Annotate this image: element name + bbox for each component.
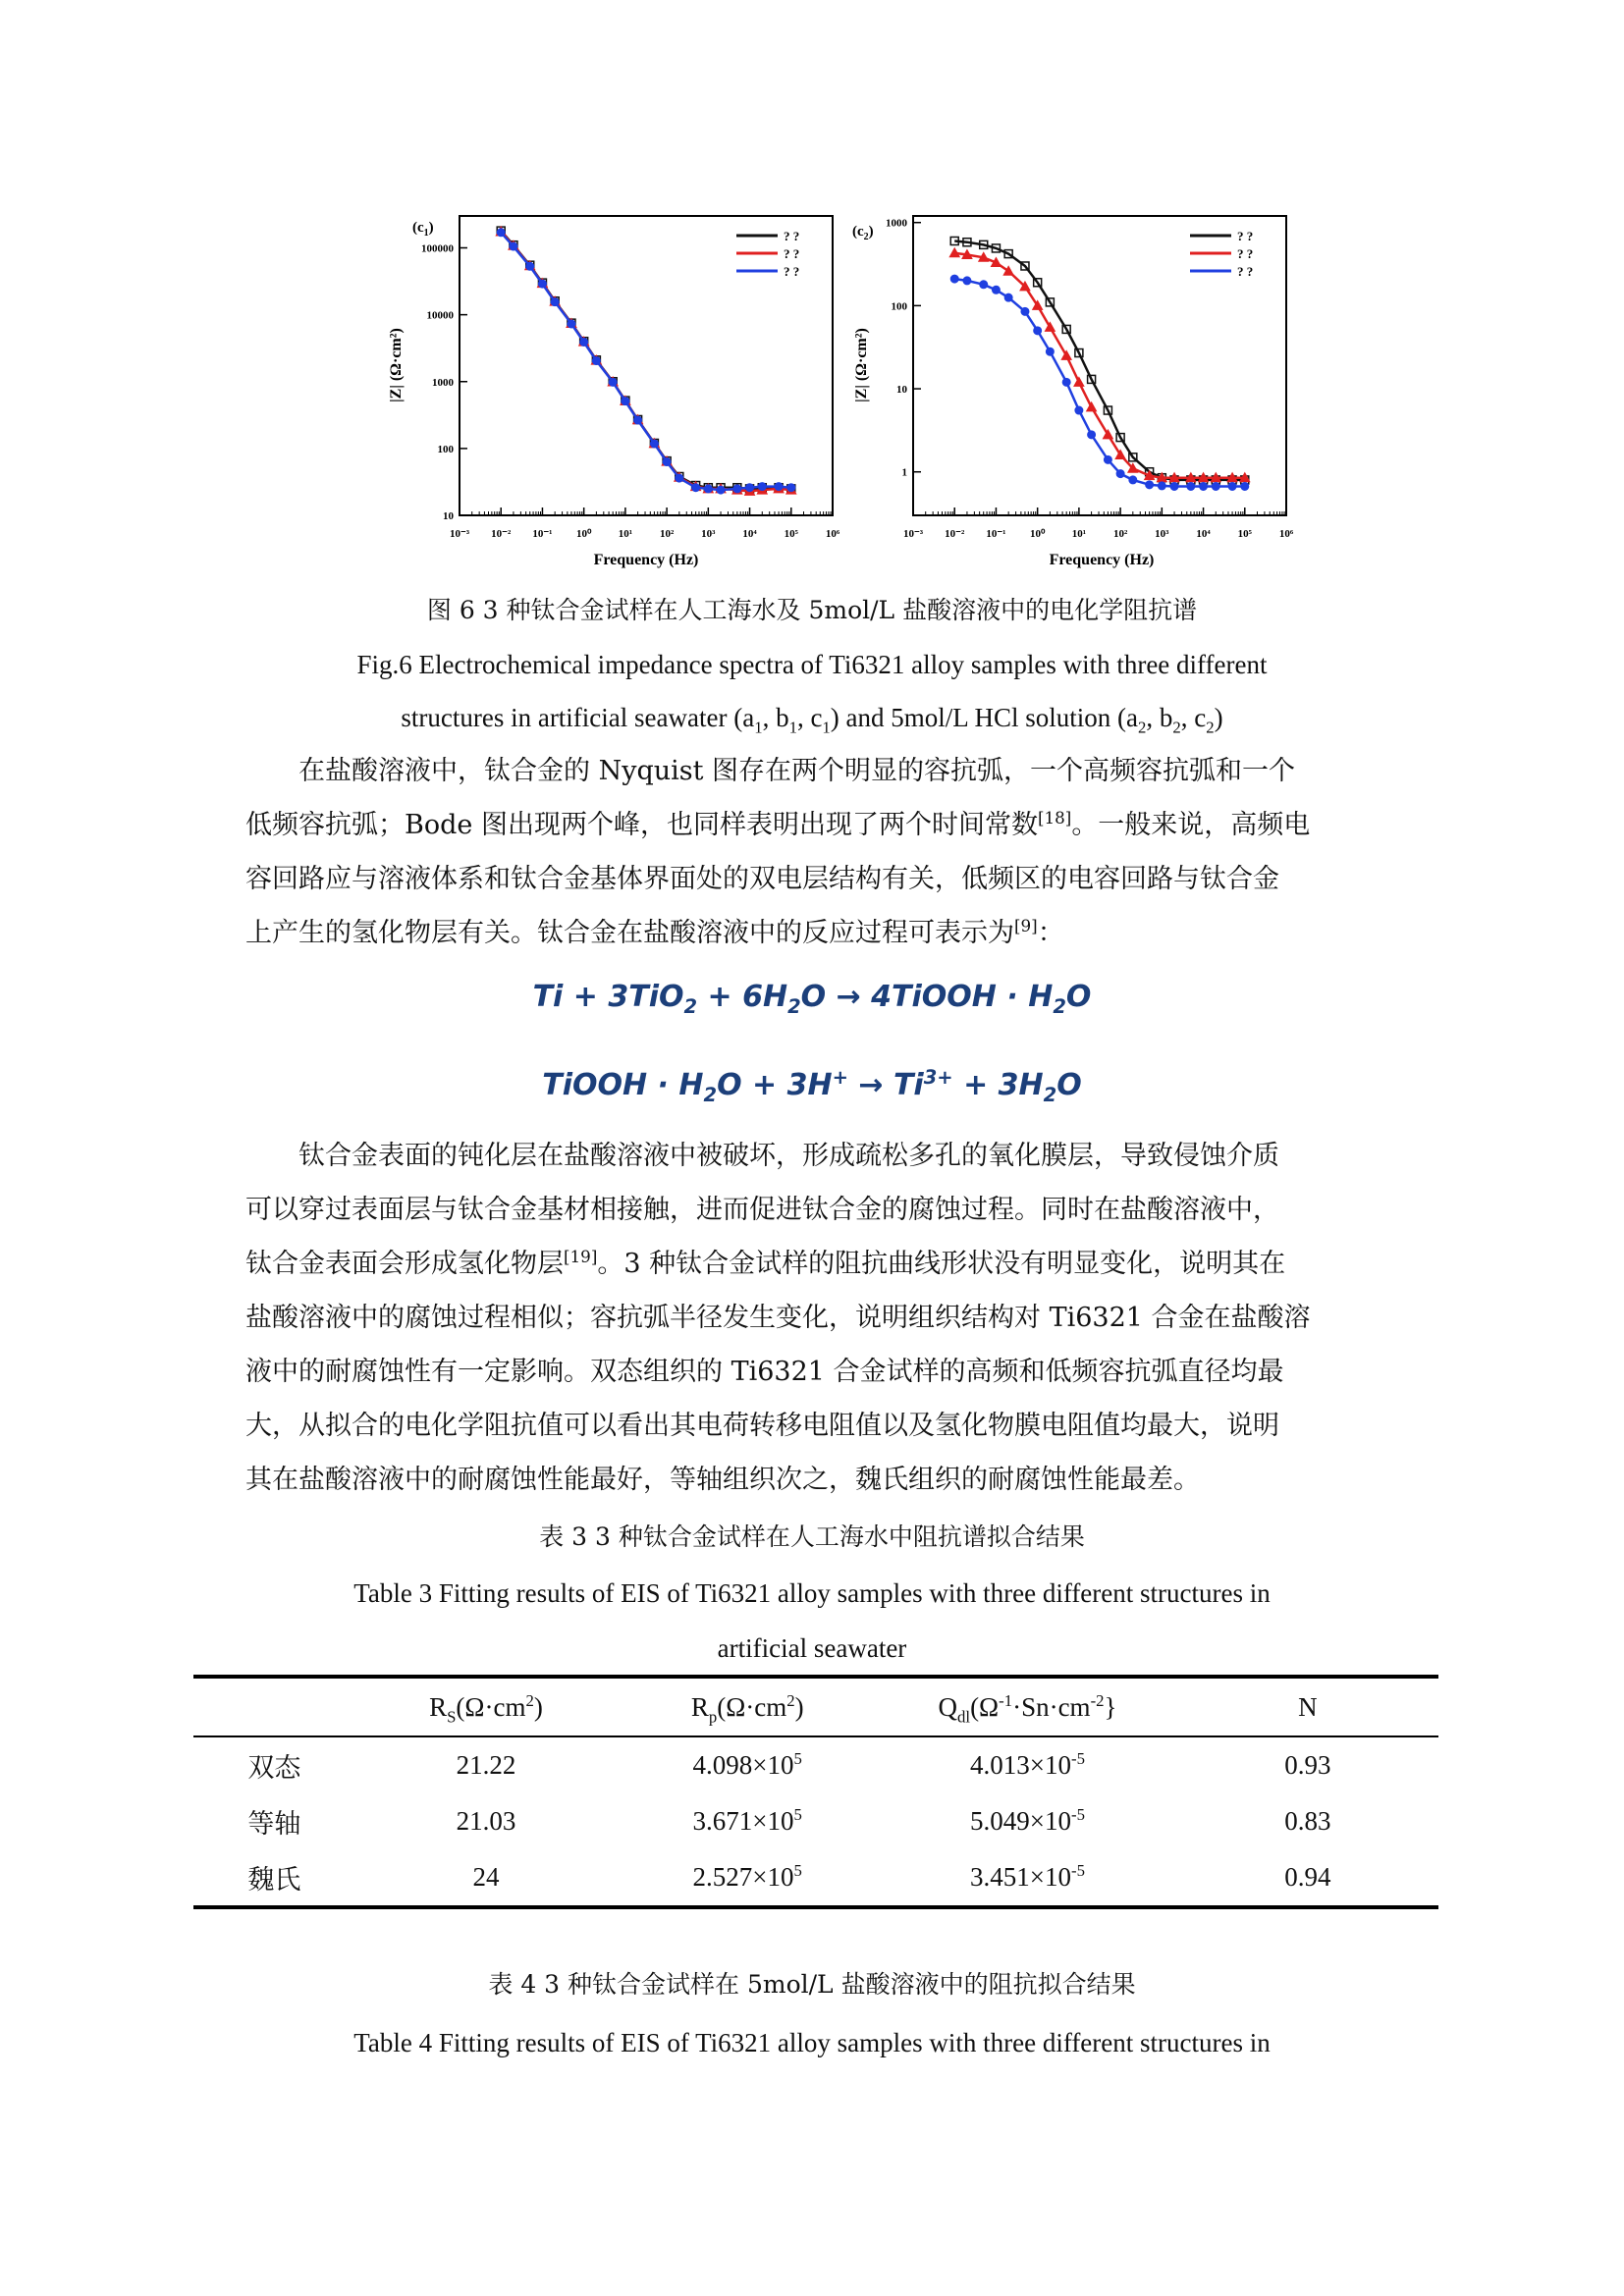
- y-tick-label: 100: [437, 443, 454, 455]
- header-n: N: [1177, 1677, 1438, 1736]
- legend: [1190, 229, 1253, 279]
- legend-label: ? ?: [1237, 264, 1254, 279]
- data-point: [497, 229, 505, 237]
- data-point: [787, 484, 795, 492]
- x-tick-label: 10²: [659, 528, 675, 540]
- data-point: [1212, 482, 1219, 490]
- figure-caption-en-1: [196, 646, 1428, 683]
- cell-n: 0.94: [1177, 1849, 1438, 1907]
- text-line: 可以穿过表面层与钛合金基材相接触，进而促进钛合金的腐蚀过程。同时在盐酸溶液中，: [245, 1195, 1279, 1225]
- legend-label: ? ?: [1237, 246, 1254, 261]
- table3: [193, 1675, 1438, 1909]
- y-tick-label: 100: [891, 300, 907, 313]
- data-point: [1158, 482, 1165, 490]
- cell-name: 魏氏: [193, 1849, 355, 1907]
- cell-qdl: $4.013\times 10^{-5}$: [970, 1749, 1085, 1780]
- x-tick-label: 10⁰: [1029, 528, 1046, 540]
- y-tick-label: 10000: [426, 309, 454, 322]
- figure-caption-en-2: structures in artificial seawater ($a_1$, $b_1$, $c_1$) and 5mol/L HCl solution ($a_2$, $b_2$, $c_2$): [401, 703, 1223, 737]
- table-row: [193, 1793, 1438, 1849]
- data-point: [1200, 482, 1208, 490]
- table4-caption-cn: 表 4 3 种钛合金试样在 5mol/L 盐酸溶液中的阻抗拟合结果: [488, 1970, 1136, 1999]
- panel-label: $(c_1)$: [412, 220, 434, 239]
- x-tick-label: 10⁵: [1237, 528, 1252, 540]
- y-axis-label: |Z| (Ω·cm²): [388, 328, 405, 402]
- data-point: [950, 275, 958, 283]
- cell-name: 等轴: [247, 1809, 301, 1840]
- table-row: [193, 1736, 1438, 1793]
- panel-label: $(c_2)$: [852, 224, 874, 242]
- data-point: [692, 484, 700, 492]
- data-point: [1088, 431, 1096, 439]
- cell-qdl: $3.451\times 10^{-5}$: [878, 1849, 1176, 1907]
- cell-n: 0.83: [1284, 1806, 1331, 1836]
- table4-caption-en-1: Table 4 Fitting results of EIS of Ti6321 alloy samples with three different structures in: [353, 2028, 1271, 2057]
- text-line: 上产生的氢化物层有关。钛合金在盐酸溶液中的反应过程可表示为[9]：: [245, 916, 1064, 948]
- y-tick-label: 1: [901, 466, 907, 479]
- header-rp: $R_p(\Omega\cdot cm^2)$: [617, 1677, 878, 1736]
- x-tick-label: 10⁻³: [449, 528, 470, 540]
- cell-rp: $2.527\times 10^5$: [617, 1849, 878, 1907]
- cell-rs: 21.22: [456, 1750, 516, 1780]
- cell-rs: 24: [355, 1849, 617, 1907]
- x-tick-label: 10⁻²: [945, 528, 965, 540]
- x-tick-label: 10⁻¹: [986, 528, 1006, 540]
- data-point: [1129, 476, 1137, 484]
- figure-caption-cn: [196, 593, 1428, 628]
- y-axis-label: |Z| (Ω·cm²): [853, 328, 870, 402]
- data-point: [568, 320, 575, 328]
- data-point: [538, 280, 546, 288]
- text-line: 钛合金表面的钝化层在盐酸溶液中被破坏，形成疏松多孔的氧化膜层，导致侵蚀介质: [298, 1141, 1279, 1171]
- cell-n: 0.93: [1284, 1750, 1331, 1780]
- chart-c2: [844, 206, 1326, 579]
- y-tick-label: 10: [896, 384, 907, 397]
- data-point: [963, 277, 971, 285]
- x-tick-label: 10⁴: [1196, 528, 1211, 540]
- data-point: [1062, 378, 1070, 386]
- data-point: [1034, 327, 1042, 335]
- legend: [736, 229, 799, 279]
- data-point: [1187, 482, 1195, 490]
- caption-text: 图 6 3 种钛合金试样在人工海水及 5mol/L 盐酸溶液中的电化学阻抗谱: [426, 596, 1198, 624]
- data-point: [650, 440, 658, 448]
- x-tick-label: 10⁻¹: [532, 528, 553, 540]
- data-point: [746, 484, 754, 492]
- data-point: [510, 242, 517, 250]
- data-point: [1046, 347, 1054, 355]
- legend-label: ? ?: [1237, 229, 1254, 243]
- equation-1: $Ti + 3TiO_2 + 6H_2O$ → 4TiOOH · $H_2O$: [532, 980, 1092, 1018]
- citation: [9]: [1014, 916, 1038, 935]
- cell-rp: $4.098\times 10^5$: [692, 1749, 802, 1780]
- cell-rp: $3.671\times 10^5$: [692, 1805, 802, 1836]
- x-tick-label: 10⁰: [575, 528, 592, 540]
- text-line: 盐酸溶液中的腐蚀过程相似；容抗弧半径发生变化，说明组织结构对 Ti6321 合金在盐酸溶: [245, 1303, 1311, 1333]
- x-tick-label: 10⁶: [825, 528, 840, 540]
- data-point: [580, 338, 588, 346]
- header-qdl: $Q_{dl}(\Omega^{-1}\cdot Sn\cdot cm^{-2}\}$: [878, 1677, 1176, 1736]
- citation: [18]: [1037, 808, 1072, 828]
- data-point: [704, 485, 712, 493]
- text-line: 容回路应与溶液体系和钛合金基体界面处的双电层结构有关，低频区的电容回路与钛合金: [245, 864, 1279, 894]
- plot-frame: [460, 216, 833, 515]
- y-tick-label: 100000: [421, 242, 454, 255]
- data-point: [980, 281, 988, 289]
- legend-label: ? ?: [784, 264, 800, 279]
- cell-rs: 21.03: [456, 1806, 516, 1836]
- chart-c1: [373, 206, 854, 579]
- data-point: [622, 398, 629, 405]
- table-header-row: [193, 1677, 1438, 1736]
- y-tick-label: 1000: [886, 217, 907, 230]
- x-tick-label: 10¹: [1071, 528, 1087, 540]
- text-line: 其在盐酸溶液中的耐腐蚀性能最好，等轴组织次之，魏氏组织的耐腐蚀性能最差。: [245, 1465, 1200, 1495]
- cell-qdl: $5.049\times 10^{-5}$: [970, 1805, 1085, 1836]
- data-point: [676, 474, 683, 482]
- x-axis-label: Frequency (Hz): [1049, 552, 1155, 568]
- plot-frame: [913, 216, 1286, 515]
- cell-name: 双态: [247, 1753, 301, 1784]
- x-tick-label: 10⁴: [742, 528, 757, 540]
- data-point: [733, 485, 741, 493]
- equation-2: TiOOH · $H_2O + 3H^+ \to Ti^{3+} + 3H_2O$: [542, 1066, 1082, 1106]
- x-tick-label: 10⁵: [784, 528, 798, 540]
- data-point: [1146, 481, 1154, 489]
- paragraph-1: [245, 744, 1384, 960]
- data-point: [775, 483, 783, 491]
- text-line: 在盐酸溶液中，钛合金的 Nyquist 图存在两个明显的容抗弧，一个高频容抗弧和一个: [298, 756, 1296, 786]
- data-point: [634, 416, 642, 424]
- data-point: [1116, 470, 1124, 478]
- paragraph-2: [245, 1129, 1384, 1507]
- data-point: [717, 486, 725, 494]
- text-line: 液中的耐腐蚀性有一定影响。双态组织的 Ti6321 合金试样的高频和低频容抗弧直径均最: [245, 1357, 1284, 1387]
- header-blank: [193, 1677, 355, 1736]
- data-point: [663, 458, 671, 466]
- data-point: [1021, 307, 1029, 315]
- data-point: [992, 286, 1000, 294]
- y-tick-label: 1000: [432, 376, 454, 389]
- x-tick-label: 10²: [1112, 528, 1128, 540]
- y-tick-label: 10: [443, 510, 454, 522]
- text-line: 低频容抗弧；Bode 图出现两个峰，也同样表明出现了两个时间常数[18]。一般来说，高频电: [245, 808, 1311, 840]
- header-rs: $R_S(\Omega\cdot cm^2)$: [355, 1677, 617, 1736]
- x-tick-label: 10⁻²: [491, 528, 512, 540]
- citation: [19]: [564, 1247, 598, 1266]
- table3-caption-cn: 表 3 3 种钛合金试样在人工海水中阻抗谱拟合结果: [539, 1522, 1085, 1551]
- data-point: [526, 262, 534, 270]
- caption-text: Fig.6 Electrochemical impedance spectra of Ti6321 alloy samples with three different: [356, 650, 1268, 679]
- data-point: [1228, 482, 1236, 490]
- data-point: [1170, 482, 1178, 490]
- x-tick-label: 10³: [1155, 528, 1169, 540]
- data-point: [551, 298, 559, 306]
- x-axis-label: Frequency (Hz): [593, 552, 699, 568]
- legend-label: ? ?: [784, 229, 800, 243]
- data-point: [758, 483, 766, 491]
- legend-label: ? ?: [784, 246, 800, 261]
- data-point: [592, 357, 600, 365]
- text-line: 大，从拟合的电化学阻抗值可以看出其电荷转移电阻值以及氢化物膜电阻值均最大，说明: [245, 1411, 1279, 1441]
- x-tick-label: 10¹: [618, 528, 633, 540]
- table3-caption-en-2: artificial seawater: [717, 1633, 907, 1663]
- data-point: [1241, 482, 1249, 490]
- data-point: [1075, 406, 1083, 414]
- table-row: [193, 1849, 1438, 1907]
- x-tick-label: 10⁻³: [902, 528, 924, 540]
- data-point: [1004, 294, 1012, 301]
- data-point: [1104, 455, 1111, 463]
- x-tick-label: 10³: [701, 528, 716, 540]
- table3-caption-en-1: Table 3 Fitting results of EIS of Ti6321 alloy samples with three different structures in: [353, 1578, 1271, 1608]
- data-point: [609, 378, 617, 386]
- text-line: 钛合金表面会形成氢化物层[19]。3 种钛合金试样的阻抗曲线形状没有明显变化，说明其在: [245, 1247, 1286, 1279]
- x-tick-label: 10⁶: [1278, 528, 1294, 540]
